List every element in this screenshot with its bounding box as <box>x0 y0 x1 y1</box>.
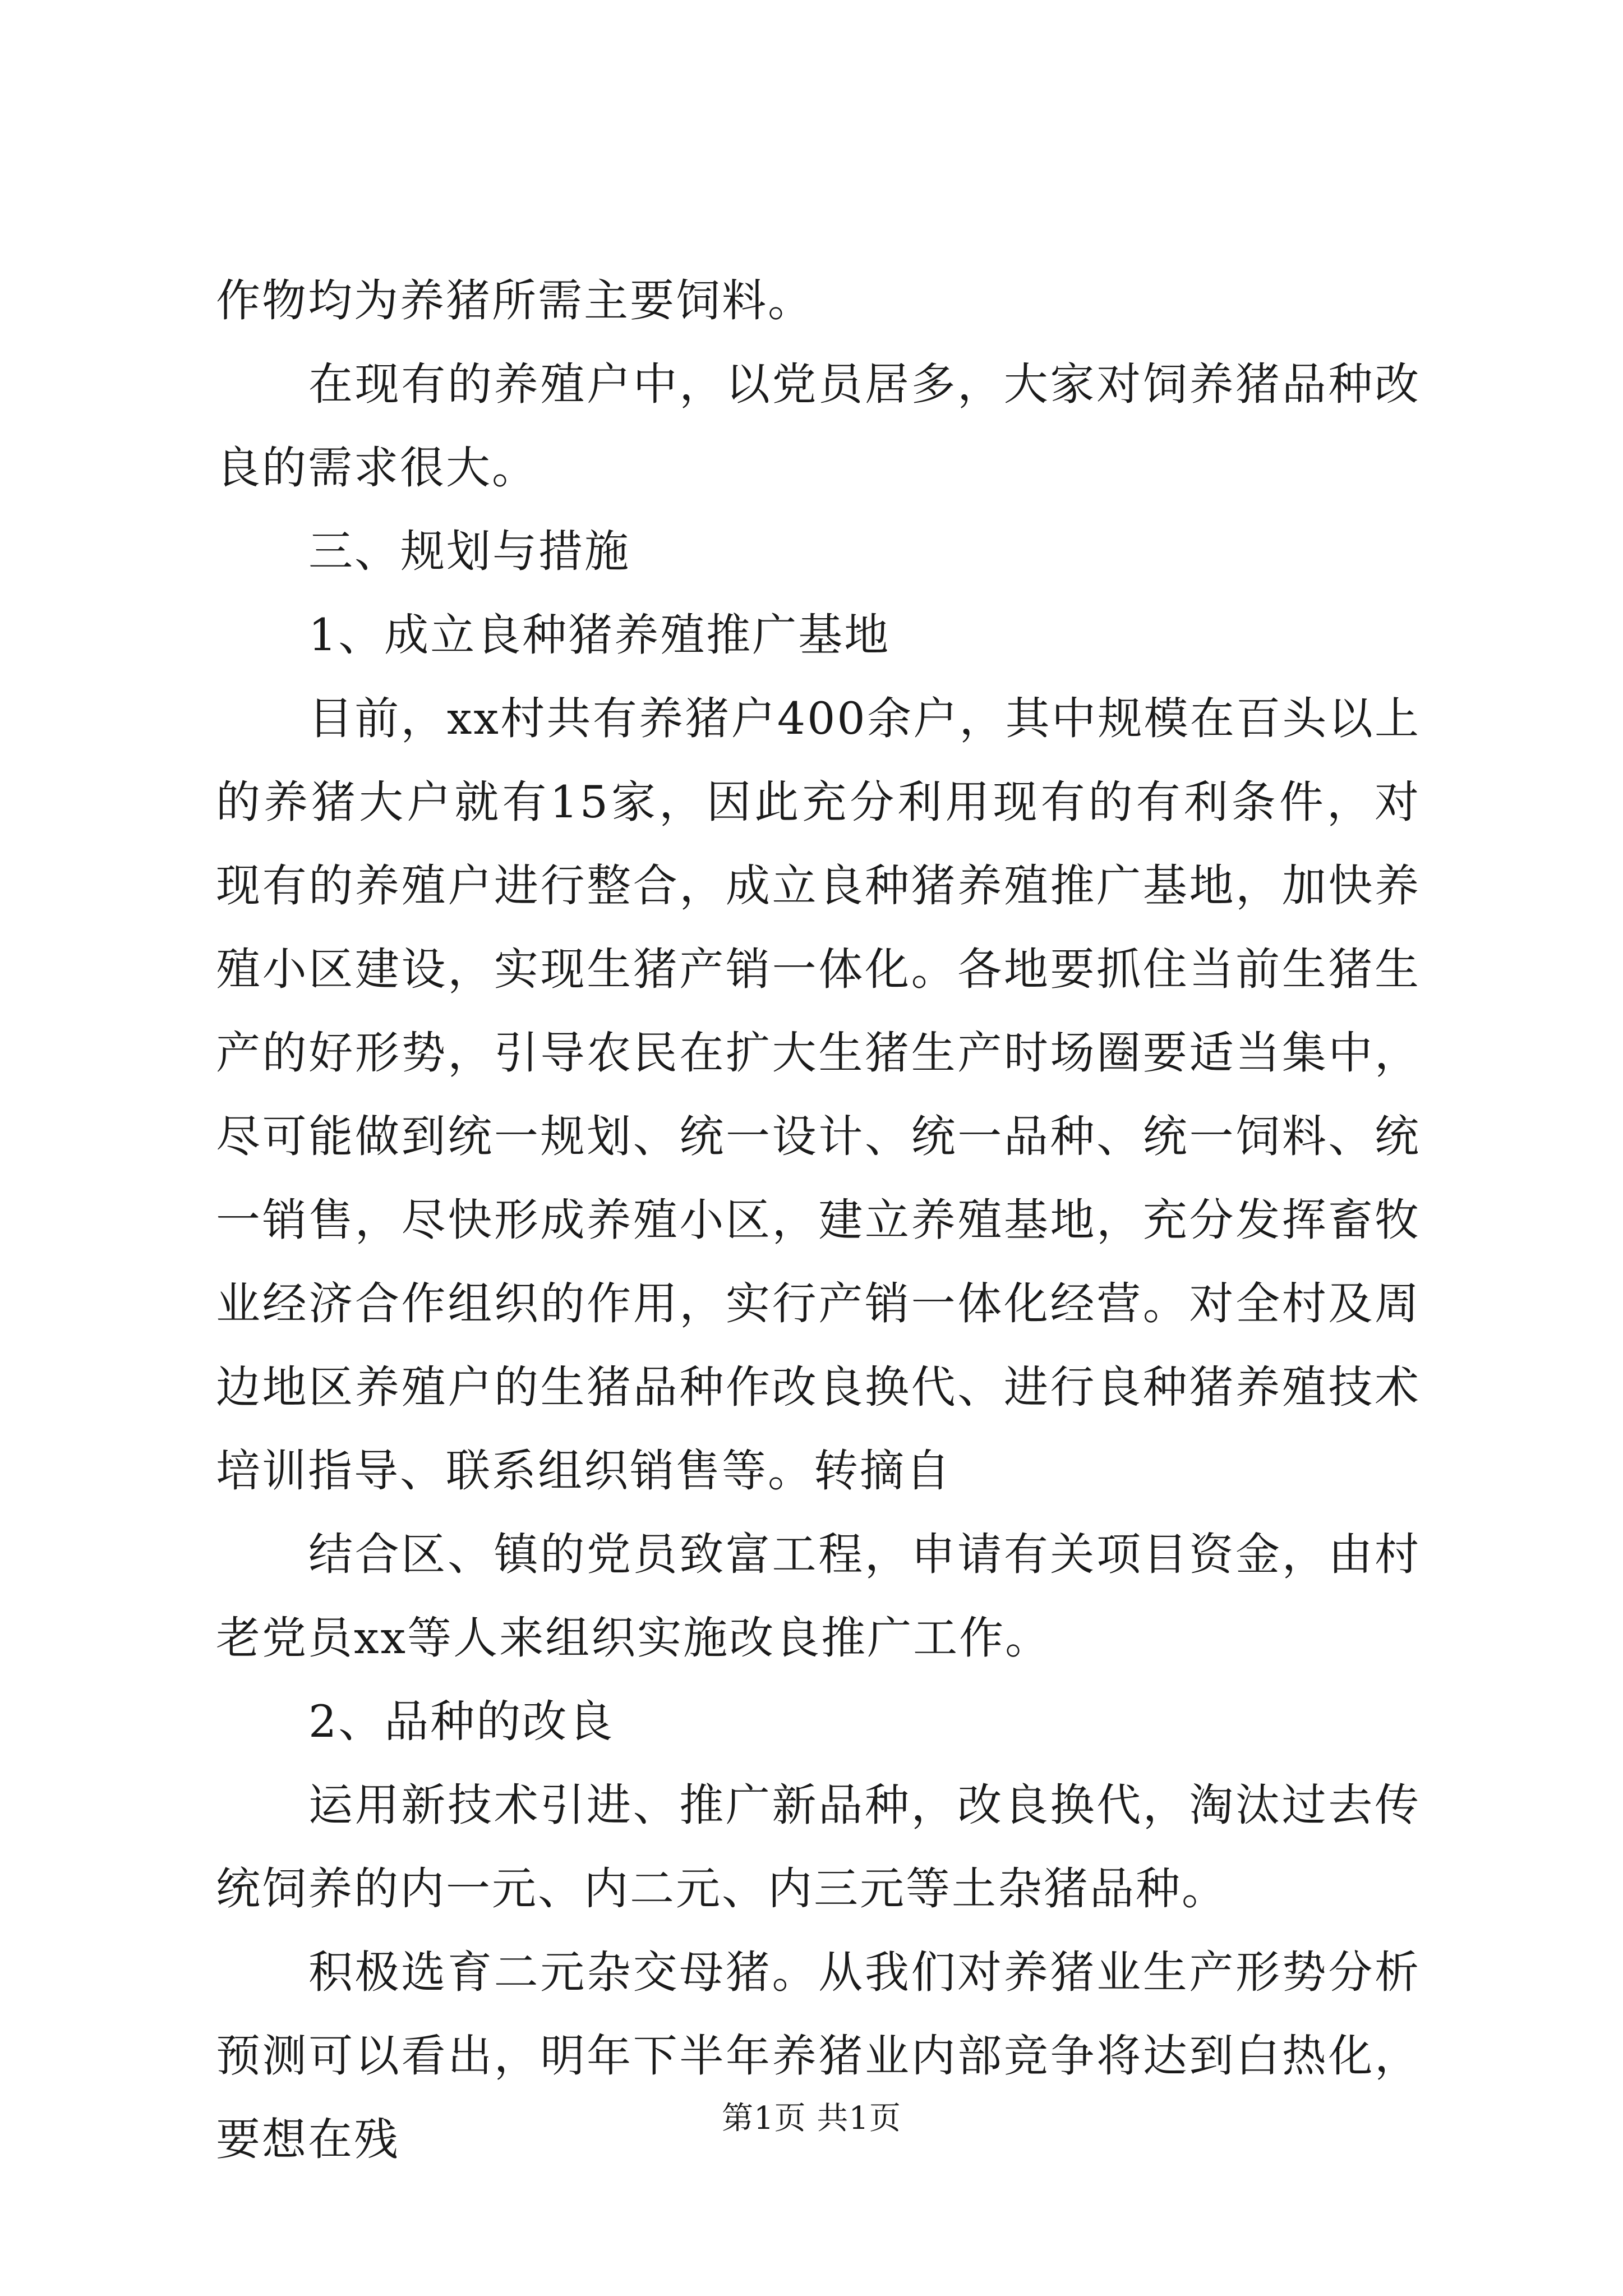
paragraph-continuation: 作物均为养猪所需主要饲料。 <box>216 275 814 326</box>
paragraph-breeding-base: 目前，xx村共有养猪户400余户，其中规模在百头以上的养猪大户就有15家，因此充分利用现有的有利条件，对现有的养殖户进行整合，成立良种猪养殖推广基地，加快养殖小区建设，实现生猪产销一体化。各地要抓住当前生猪生产的好形势，引导农民在扩大生猪生产时场圈要适当集中，尽可能做到统一规划、统一设计、统一品种、统一饲料、统一销售，尽快形成养殖小区，建立养殖基地，充分发挥畜牧业经济合作组织的作用，实行产销一体化经营。对全村及周边地区养殖户的生猪品种作改良换代、进行良种猪养殖技术培训指导、联系组织销售等。转摘自 <box>216 693 1421 1497</box>
page-footer <box>0 2099 1623 2138</box>
subsection-heading-breed-improvement: 2、品种的改良 <box>308 1696 615 1747</box>
section-heading-planning-measures: 三、规划与措施 <box>308 526 630 577</box>
subsection-heading-breeding-base: 1、成立良种猪养殖推广基地 <box>308 609 891 661</box>
document-body <box>216 259 1421 2182</box>
paragraph-crossbred-sows: 积极选育二元杂交母猪。从我们对养猪业生产形势分析预测可以看出，明年下半年养猪业内部竞争将达到白热化，要想在残 <box>216 1947 1421 2165</box>
paragraph-project-funding: 结合区、镇的党员致富工程，申请有关项目资金，由村老党员xx等人来组织实施改良推广工作。 <box>216 1529 1421 1664</box>
paragraph-party-members-demand: 在现有的养殖户中，以党员居多，大家对饲养猪品种改良的需求很大。 <box>216 358 1421 494</box>
paragraph-breed-improvement: 运用新技术引进、推广新品种，改良换代，淘汰过去传统饲养的内一元、内二元、内三元等土杂猪品种。 <box>216 1779 1421 1915</box>
page-number: 第1页 共1页 <box>721 2100 902 2137</box>
